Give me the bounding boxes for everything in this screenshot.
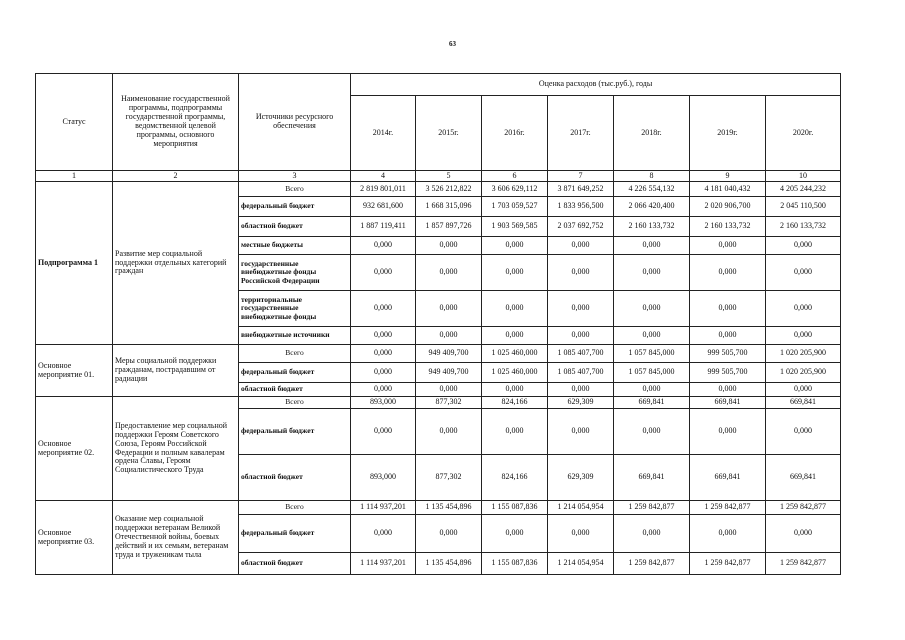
value-cell: 0,000 [614, 255, 690, 291]
value-cell: 824,166 [482, 397, 548, 409]
funding-source-cell: внебюджетные источники [239, 327, 351, 345]
value-cell: 3 606 629,112 [482, 182, 548, 197]
value-cell: 0,000 [690, 515, 766, 553]
value-cell: 2 066 420,400 [614, 197, 690, 217]
value-cell: 1 703 059,527 [482, 197, 548, 217]
value-cell: 0,000 [690, 291, 766, 327]
value-cell: 1 833 956,500 [548, 197, 614, 217]
value-cell: 1 057 845,000 [614, 363, 690, 383]
column-number: 3 [239, 171, 351, 182]
value-cell: 1 259 842,877 [614, 553, 690, 575]
value-cell: 0,000 [614, 409, 690, 455]
value-cell: 0,000 [548, 383, 614, 397]
value-cell: 1 903 569,585 [482, 217, 548, 237]
funding-source-cell: федеральный бюджет [239, 409, 351, 455]
value-cell: 0,000 [416, 327, 482, 345]
value-cell: 1 085 407,700 [548, 363, 614, 383]
value-cell: 0,000 [416, 291, 482, 327]
column-number: 1 [36, 171, 113, 182]
value-cell: 1 025 460,000 [482, 363, 548, 383]
value-cell: 0,000 [548, 409, 614, 455]
value-cell: 1 259 842,877 [690, 553, 766, 575]
header-year: 2017г. [548, 96, 614, 171]
value-cell: 0,000 [548, 515, 614, 553]
column-number: 8 [614, 171, 690, 182]
value-cell: 1 259 842,877 [766, 553, 841, 575]
header-year: 2019г. [690, 96, 766, 171]
value-cell: 2 160 133,732 [690, 217, 766, 237]
header-year: 2015г. [416, 96, 482, 171]
value-cell: 2 160 133,732 [614, 217, 690, 237]
value-cell: 2 819 801,011 [351, 182, 416, 197]
table-body [36, 182, 841, 575]
column-number: 9 [690, 171, 766, 182]
value-cell: 0,000 [766, 255, 841, 291]
value-cell: 0,000 [690, 237, 766, 255]
status-cell: Основное мероприятие 01. [36, 345, 113, 397]
funding-source-cell: областной бюджет [239, 553, 351, 575]
value-cell: 0,000 [614, 237, 690, 255]
value-cell: 0,000 [351, 515, 416, 553]
funding-source-cell: Всего [239, 182, 351, 197]
column-number: 7 [548, 171, 614, 182]
value-cell: 4 226 554,132 [614, 182, 690, 197]
value-cell: 1 025 460,000 [482, 345, 548, 363]
status-cell: Подпрограмма 1 [36, 182, 113, 345]
column-number: 6 [482, 171, 548, 182]
value-cell: 0,000 [548, 237, 614, 255]
value-cell: 0,000 [690, 255, 766, 291]
value-cell: 0,000 [766, 409, 841, 455]
value-cell: 1 259 842,877 [614, 501, 690, 515]
value-cell: 1 114 937,201 [351, 501, 416, 515]
value-cell: 0,000 [482, 237, 548, 255]
value-cell: 0,000 [614, 383, 690, 397]
value-cell: 2 037 692,752 [548, 217, 614, 237]
value-cell: 2 020 906,700 [690, 197, 766, 217]
value-cell: 877,302 [416, 397, 482, 409]
value-cell: 0,000 [614, 327, 690, 345]
value-cell: 1 214 054,954 [548, 553, 614, 575]
value-cell: 0,000 [548, 327, 614, 345]
value-cell: 1 057 845,000 [614, 345, 690, 363]
value-cell: 949 409,700 [416, 363, 482, 383]
header-year: 2020г. [766, 96, 841, 171]
value-cell: 1 085 407,700 [548, 345, 614, 363]
value-cell: 1 857 897,726 [416, 217, 482, 237]
value-cell: 1 214 054,954 [548, 501, 614, 515]
value-cell: 932 681,600 [351, 197, 416, 217]
column-number: 5 [416, 171, 482, 182]
header-estimate: Оценка расходов (тыс.руб.), годы [351, 74, 841, 96]
value-cell: 0,000 [482, 409, 548, 455]
value-cell: 1 887 119,411 [351, 217, 416, 237]
value-cell: 3 526 212,822 [416, 182, 482, 197]
header-sources: Источники ресурсного обеспечения [239, 74, 351, 171]
value-cell: 0,000 [482, 327, 548, 345]
status-cell: Основное мероприятие 03. [36, 501, 113, 575]
table-row [36, 345, 841, 363]
value-cell: 669,841 [766, 455, 841, 501]
header-year: 2014г. [351, 96, 416, 171]
value-cell: 0,000 [766, 515, 841, 553]
value-cell: 1 155 087,836 [482, 553, 548, 575]
value-cell: 1 020 205,900 [766, 345, 841, 363]
value-cell: 0,000 [482, 515, 548, 553]
value-cell: 0,000 [351, 409, 416, 455]
value-cell: 1 259 842,877 [766, 501, 841, 515]
funding-source-cell: территориальные государственные внебюджетные фонды [239, 291, 351, 327]
value-cell: 1 155 087,836 [482, 501, 548, 515]
header-name: Наименование государственной программы, подпрограммы государственной программы, ведомственной целевой программы, основного мероприятия [113, 74, 239, 171]
value-cell: 999 505,700 [690, 345, 766, 363]
funding-source-cell: Всего [239, 345, 351, 363]
funding-source-cell: государственные внебюджетные фонды Российской Федерации [239, 255, 351, 291]
value-cell: 0,000 [614, 515, 690, 553]
table-row [36, 501, 841, 515]
value-cell: 949 409,700 [416, 345, 482, 363]
value-cell: 824,166 [482, 455, 548, 501]
value-cell: 0,000 [482, 383, 548, 397]
value-cell: 0,000 [416, 515, 482, 553]
value-cell: 0,000 [351, 327, 416, 345]
funding-source-cell: Всего [239, 397, 351, 409]
column-number: 4 [351, 171, 416, 182]
value-cell: 877,302 [416, 455, 482, 501]
funding-source-cell: местные бюджеты [239, 237, 351, 255]
value-cell: 669,841 [614, 397, 690, 409]
value-cell: 629,309 [548, 397, 614, 409]
funding-source-cell: федеральный бюджет [239, 515, 351, 553]
value-cell: 0,000 [351, 345, 416, 363]
funding-source-cell: областной бюджет [239, 217, 351, 237]
program-name-cell: Меры социальной поддержки гражданам, пострадавшим от радиации [113, 345, 239, 397]
value-cell: 0,000 [766, 383, 841, 397]
value-cell: 0,000 [690, 327, 766, 345]
value-cell: 0,000 [766, 327, 841, 345]
value-cell: 1 135 454,896 [416, 501, 482, 515]
value-cell: 4 181 040,432 [690, 182, 766, 197]
value-cell: 1 020 205,900 [766, 363, 841, 383]
value-cell: 0,000 [351, 383, 416, 397]
value-cell: 0,000 [690, 383, 766, 397]
value-cell: 1 135 454,896 [416, 553, 482, 575]
value-cell: 2 045 110,500 [766, 197, 841, 217]
table-row [36, 397, 841, 409]
header-year: 2016г. [482, 96, 548, 171]
value-cell: 999 505,700 [690, 363, 766, 383]
program-name-cell: Предоставление мер социальной поддержки Героям Советского Союза, Героям Российской Федерации и полным кавалерам ордена Славы, Героям Социалистического Труда [113, 397, 239, 501]
value-cell: 0,000 [351, 237, 416, 255]
value-cell: 4 205 244,232 [766, 182, 841, 197]
column-number: 2 [113, 171, 239, 182]
funding-source-cell: Всего [239, 501, 351, 515]
program-name-cell: Оказание мер социальной поддержки ветеранам Великой Отечественной войны, боевых действий и их семьям, ветеранам труда и труженикам тыла [113, 501, 239, 575]
page-number: 63 [449, 40, 456, 48]
value-cell: 0,000 [416, 383, 482, 397]
value-cell: 1 259 842,877 [690, 501, 766, 515]
value-cell: 1 114 937,201 [351, 553, 416, 575]
value-cell: 893,000 [351, 397, 416, 409]
value-cell: 669,841 [690, 397, 766, 409]
status-cell: Основное мероприятие 02. [36, 397, 113, 501]
value-cell: 0,000 [416, 255, 482, 291]
value-cell: 629,309 [548, 455, 614, 501]
value-cell: 0,000 [482, 291, 548, 327]
funding-source-cell: федеральный бюджет [239, 363, 351, 383]
value-cell: 2 160 133,732 [766, 217, 841, 237]
funding-source-cell: федеральный бюджет [239, 197, 351, 217]
value-cell: 0,000 [766, 237, 841, 255]
value-cell: 893,000 [351, 455, 416, 501]
value-cell: 669,841 [614, 455, 690, 501]
value-cell: 0,000 [766, 291, 841, 327]
funding-source-cell: областной бюджет [239, 383, 351, 397]
value-cell: 669,841 [766, 397, 841, 409]
program-name-cell: Развитие мер социальной поддержки отдельных категорий граждан [113, 182, 239, 345]
value-cell: 0,000 [351, 291, 416, 327]
value-cell: 1 668 315,096 [416, 197, 482, 217]
funding-source-cell: областной бюджет [239, 455, 351, 501]
value-cell: 0,000 [351, 255, 416, 291]
header-year: 2018г. [614, 96, 690, 171]
column-number: 10 [766, 171, 841, 182]
value-cell: 0,000 [351, 363, 416, 383]
table-row [36, 182, 841, 197]
header-status: Статус [36, 74, 113, 171]
value-cell: 3 871 649,252 [548, 182, 614, 197]
value-cell: 669,841 [690, 455, 766, 501]
value-cell: 0,000 [416, 409, 482, 455]
value-cell: 0,000 [416, 237, 482, 255]
value-cell: 0,000 [548, 291, 614, 327]
expenditure-table [35, 73, 841, 575]
value-cell: 0,000 [482, 255, 548, 291]
value-cell: 0,000 [548, 255, 614, 291]
value-cell: 0,000 [614, 291, 690, 327]
value-cell: 0,000 [690, 409, 766, 455]
